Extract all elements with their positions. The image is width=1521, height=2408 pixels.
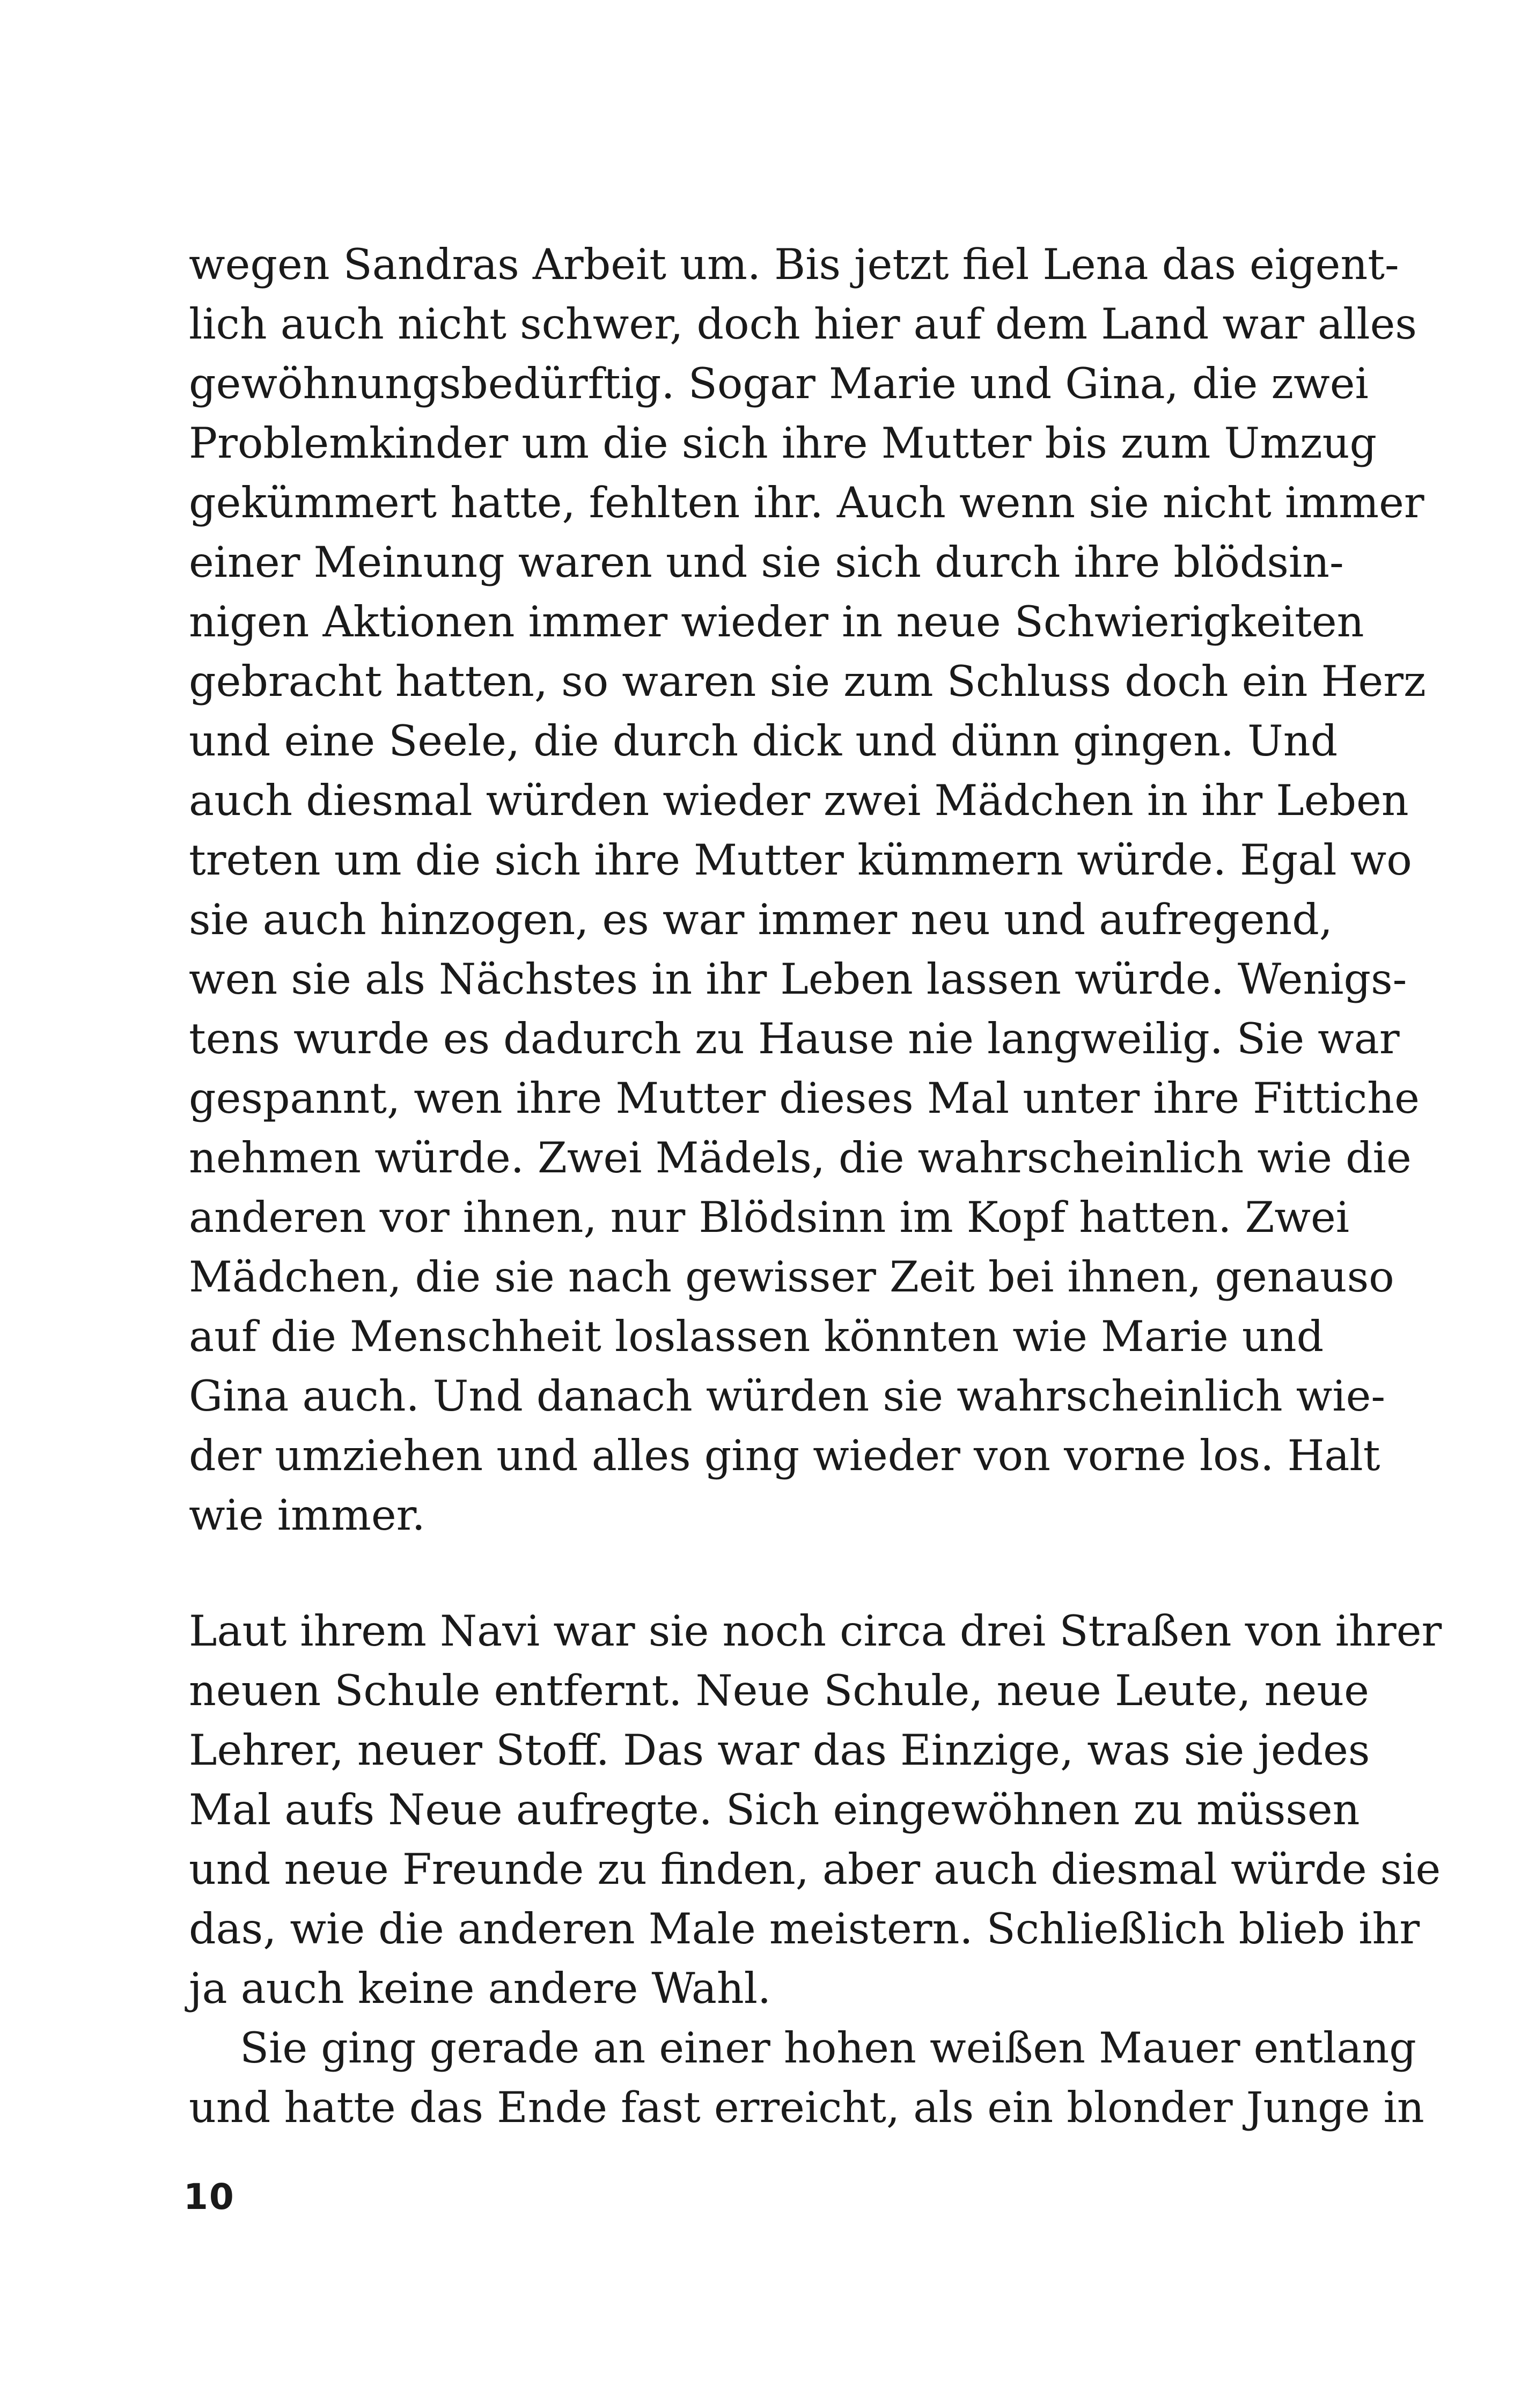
- text-line: Problemkinder um die sich ihre Mutter bis zum Umzug: [189, 419, 1377, 468]
- paragraph-1: [189, 235, 1426, 1545]
- text-line: und neue Freunde zu finden, aber auch diesmal würde sie: [189, 1845, 1441, 1894]
- text-line: lich auch nicht schwer, doch hier auf dem Land war alles: [189, 299, 1417, 349]
- paragraph-2: [189, 1602, 1442, 2138]
- text-line: auch diesmal würden wieder zwei Mädchen in ihr Leben: [189, 776, 1409, 825]
- text-line: nigen Aktionen immer wieder in neue Schwierigkeiten: [189, 597, 1364, 647]
- text-line: gebracht hatten, so waren sie zum Schluss doch ein Herz: [189, 657, 1426, 706]
- text-line: Sie ging gerade an einer hohen weißen Mauer entlang: [240, 2023, 1416, 2073]
- text-line: Mädchen, die sie nach gewisser Zeit bei ihnen, genauso: [189, 1252, 1394, 1302]
- text-line: gewöhnungsbedürftig. Sogar Marie und Gina, die zwei: [189, 359, 1369, 408]
- text-line: neuen Schule entfernt. Neue Schule, neue Leute, neue: [189, 1666, 1369, 1715]
- text-line: tens wurde es dadurch zu Hause nie langweilig. Sie war: [189, 1014, 1400, 1063]
- text-line: wen sie als Nächstes in ihr Leben lassen würde. Wenigs-: [189, 955, 1407, 1004]
- text-line: das, wie die anderen Male meistern. Schließlich blieb ihr: [189, 1904, 1420, 1954]
- text-line: einer Meinung waren und sie sich durch ihre blödsin-: [189, 538, 1344, 587]
- text-line: und hatte das Ende fast erreicht, als ein blonder Junge in: [189, 2083, 1424, 2132]
- text-line: Laut ihrem Navi war sie noch circa drei Straßen von ihrer: [189, 1606, 1442, 1656]
- text-line: gespannt, wen ihre Mutter dieses Mal unter ihre Fittiche: [189, 1074, 1420, 1123]
- text-line: sie auch hinzogen, es war immer neu und aufregend,: [189, 895, 1333, 944]
- text-line: Mal aufs Neue aufregte. Sich eingewöhnen zu müssen: [189, 1785, 1360, 1834]
- text-line: ja auch keine andere Wahl.: [189, 1964, 771, 2013]
- text-line: Gina auch. Und danach würden sie wahrscheinlich wie-: [189, 1371, 1386, 1421]
- text-line: gekümmert hatte, fehlten ihr. Auch wenn sie nicht immer: [189, 478, 1424, 527]
- text-line: wegen Sandras Arbeit um. Bis jetzt fiel Lena das eigent-: [189, 240, 1399, 289]
- text-line: der umziehen und alles ging wieder von vorne los. Halt: [189, 1431, 1380, 1480]
- text-line: und eine Seele, die durch dick und dünn gingen. Und: [189, 716, 1338, 766]
- text-line: wie immer.: [189, 1491, 425, 1540]
- text-line: anderen vor ihnen, nur Blödsinn im Kopf hatten. Zwei: [189, 1193, 1350, 1242]
- text-line: treten um die sich ihre Mutter kümmern würde. Egal wo: [189, 835, 1412, 885]
- text-line: auf die Menschheit loslassen könnten wie Marie und: [189, 1312, 1324, 1361]
- text-line: Lehrer, neuer Stoff. Das war das Einzige, was sie jedes: [189, 1726, 1370, 1775]
- page-number: 10: [183, 2176, 235, 2218]
- text-line: nehmen würde. Zwei Mädels, die wahrscheinlich wie die: [189, 1133, 1412, 1183]
